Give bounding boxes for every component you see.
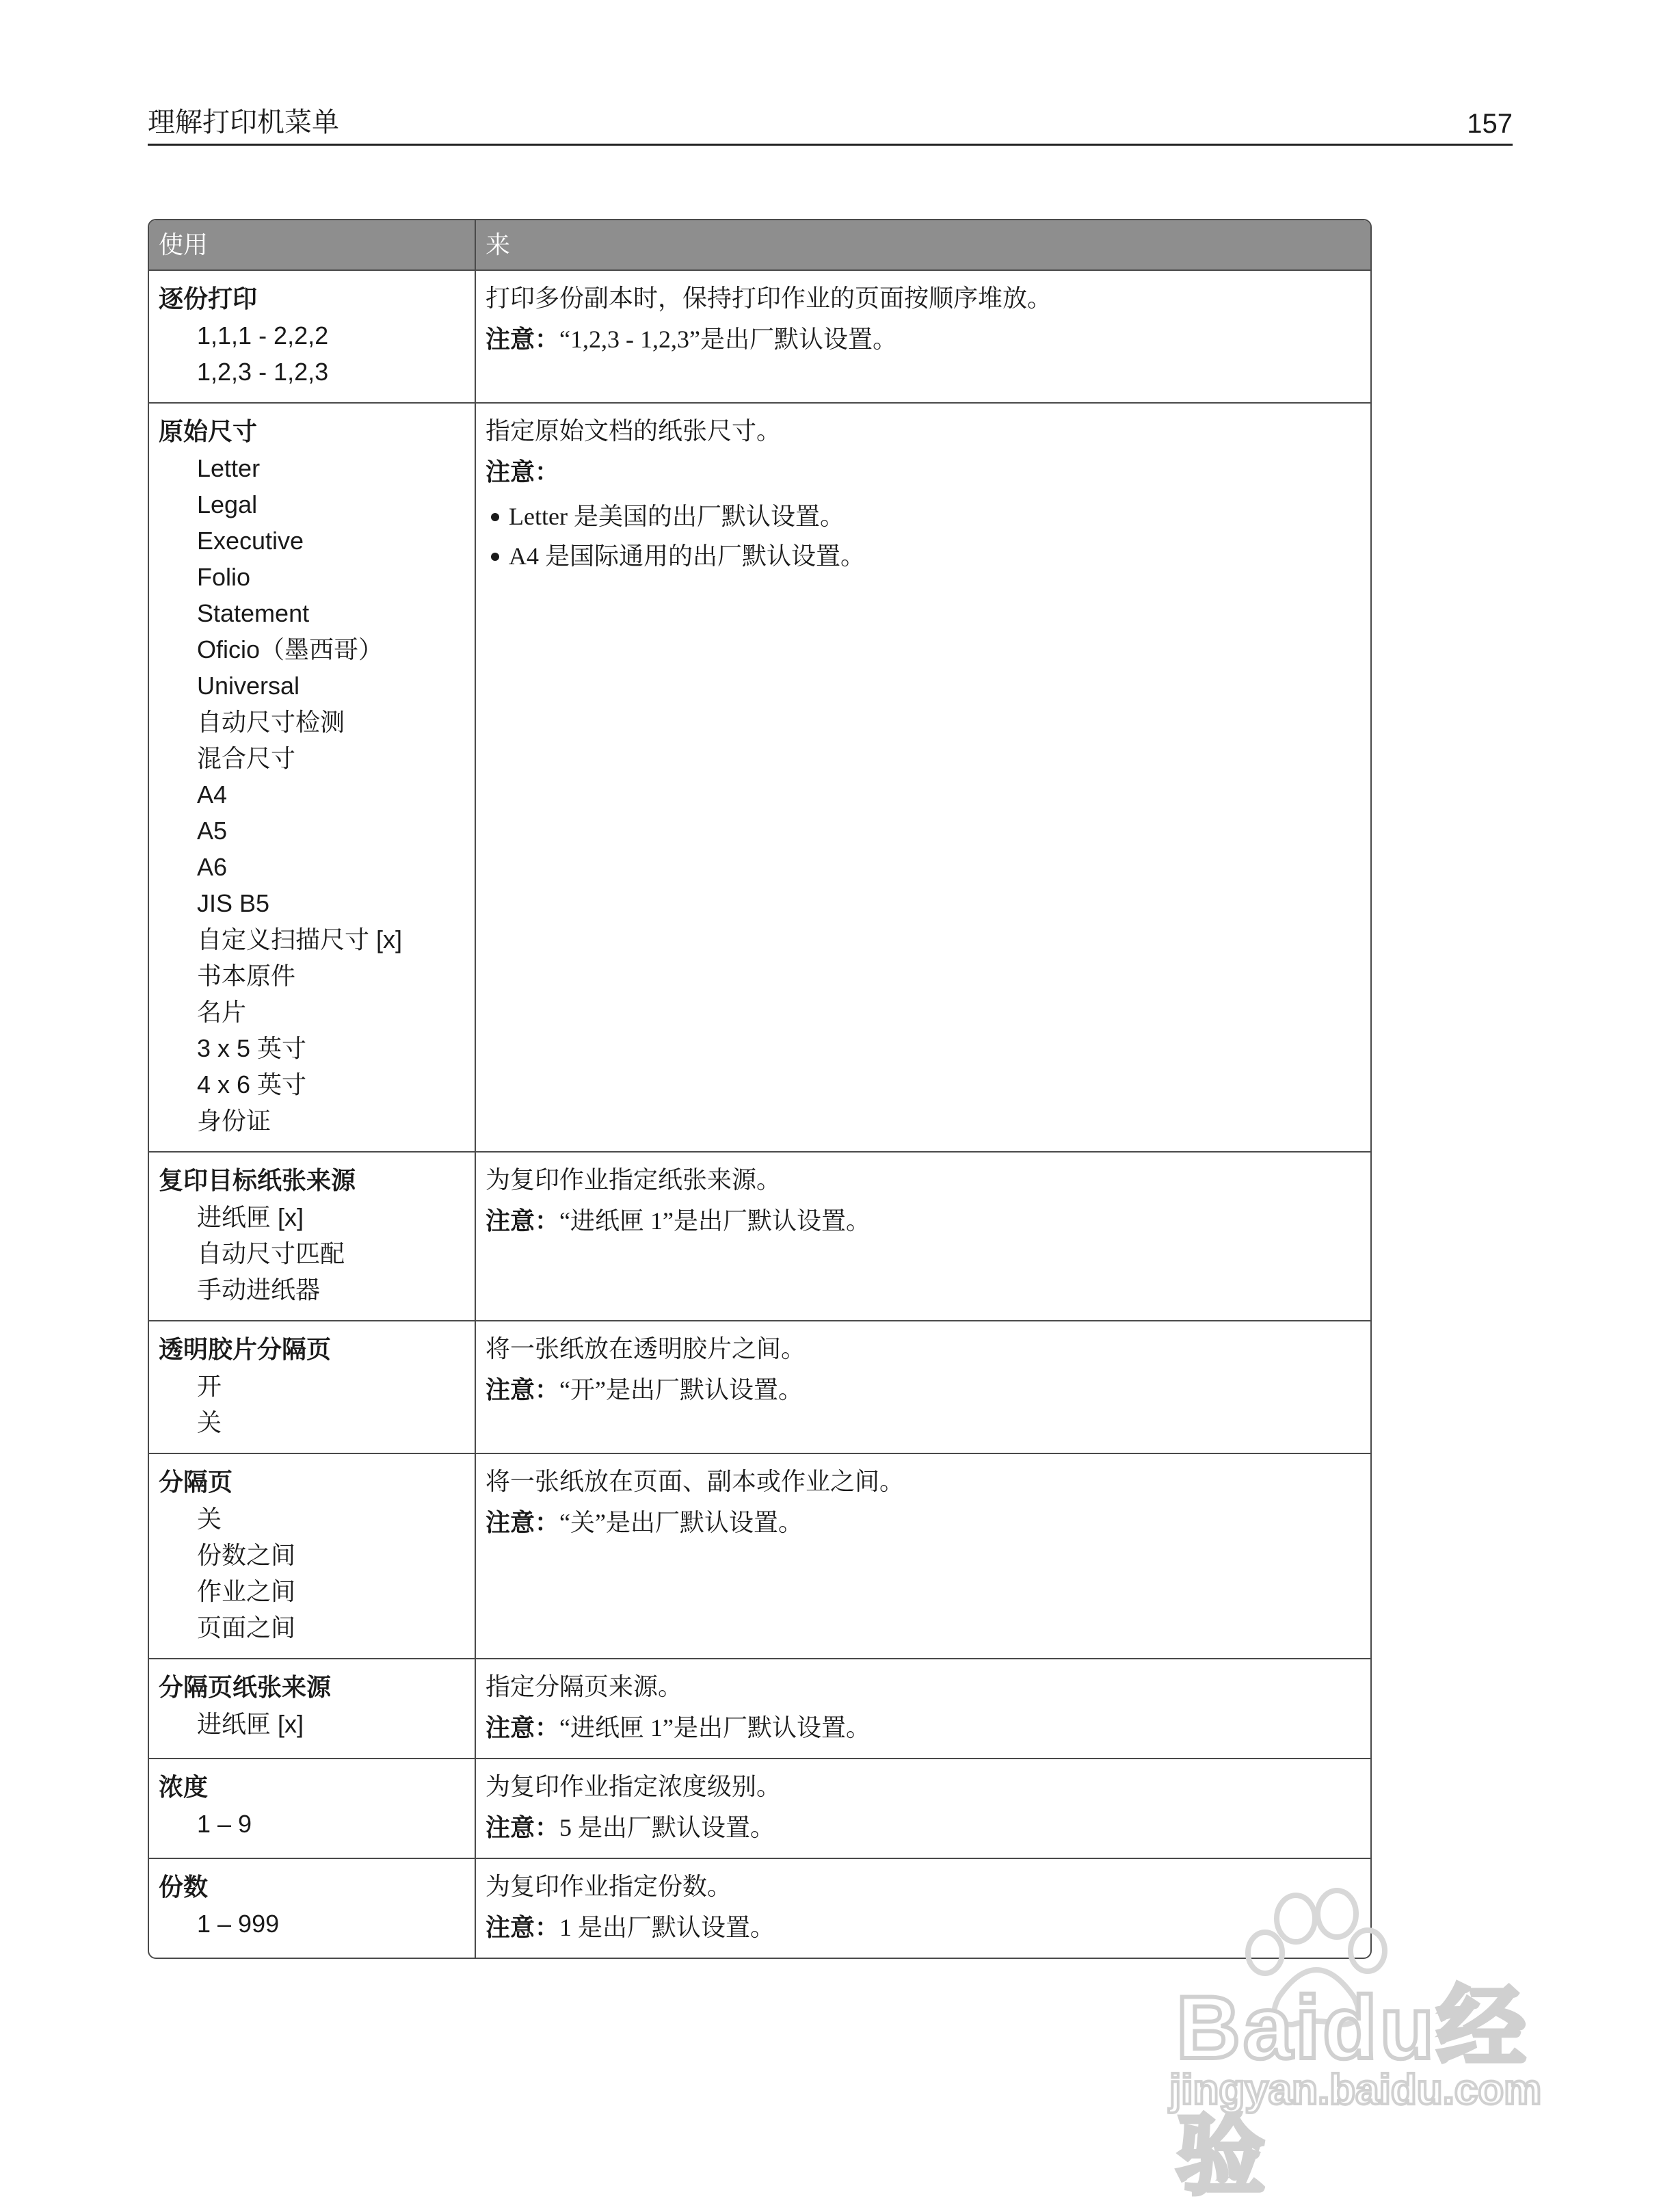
note-text: “关”是出厂默认设置。 xyxy=(559,1509,803,1536)
table-header xyxy=(149,220,1370,271)
option-description: 将一张纸放在透明胶片之间。 xyxy=(486,1335,806,1362)
description-cell xyxy=(476,1759,1370,1858)
description-cell xyxy=(476,1454,1370,1658)
note-label: 注意： xyxy=(486,1376,560,1404)
watermark-brand: Baidu经验 xyxy=(1176,1977,1529,2205)
option-cell xyxy=(149,271,476,402)
table-row xyxy=(149,1759,1370,1859)
option-note xyxy=(486,1710,1361,1746)
note-label: 注意： xyxy=(486,1509,560,1536)
option-value: Executive xyxy=(197,527,304,555)
option-value: Legal xyxy=(197,490,258,518)
option-value: 4 x 6 英寸 xyxy=(197,1070,307,1098)
watermark-url: jingyan.baidu.com xyxy=(1169,2066,1542,2114)
option-cell xyxy=(149,1759,476,1858)
option-cell xyxy=(149,1859,476,1958)
note-label: 注意： xyxy=(486,1207,560,1235)
option-note xyxy=(486,1810,1361,1845)
note-label: 注意： xyxy=(486,1814,560,1841)
description-cell xyxy=(476,1153,1370,1320)
note-bullet-list xyxy=(486,497,1361,576)
description-cell xyxy=(476,1659,1370,1758)
option-value: A6 xyxy=(197,853,228,881)
option-name: 复印目标纸张来源 xyxy=(159,1167,356,1194)
option-cell xyxy=(149,1321,476,1453)
table-row xyxy=(149,1321,1370,1454)
option-value: 关 xyxy=(197,1505,222,1533)
option-value: 作业之间 xyxy=(197,1577,296,1605)
option-value: 名片 xyxy=(197,998,247,1026)
option-description: 打印多份副本时，保持打印作业的页面按顺序堆放。 xyxy=(486,285,1052,312)
option-value: 3 x 5 英寸 xyxy=(197,1034,307,1062)
option-value: A5 xyxy=(197,817,228,845)
table-row xyxy=(149,1659,1370,1759)
option-cell xyxy=(149,1454,476,1658)
option-name: 原始尺寸 xyxy=(159,418,258,445)
option-note xyxy=(486,1505,1361,1540)
note-text: 5 是出厂默认设置。 xyxy=(559,1814,775,1841)
option-name: 分隔页 xyxy=(159,1469,233,1496)
column-header-to: 来 xyxy=(486,231,511,259)
option-value: 自定义扫描尺寸 [x] xyxy=(197,925,403,953)
option-value: 页面之间 xyxy=(197,1614,296,1642)
description-cell xyxy=(476,404,1370,1151)
description-cell xyxy=(476,271,1370,402)
note-label: 注意： xyxy=(486,326,560,353)
option-note xyxy=(486,454,1361,490)
note-text: “1,2,3 - 1,2,3”是出厂默认设置。 xyxy=(559,326,897,353)
option-description: 为复印作业指定浓度级别。 xyxy=(486,1773,782,1800)
note-text: “进纸匣 1”是出厂默认设置。 xyxy=(559,1207,871,1235)
option-value: 进纸匣 [x] xyxy=(197,1710,304,1738)
option-description: 为复印作业指定纸张来源。 xyxy=(486,1166,782,1194)
table-row xyxy=(149,271,1370,404)
option-value: 身份证 xyxy=(197,1107,271,1135)
note-text: “开”是出厂默认设置。 xyxy=(559,1376,803,1404)
option-value: 1,1,1 - 2,2,2 xyxy=(197,321,329,350)
option-value: Folio xyxy=(197,563,251,591)
note-bullet: Letter 是美国的出厂默认设置。 xyxy=(486,497,1361,536)
option-note xyxy=(486,1372,1361,1408)
option-value: 自动尺寸匹配 xyxy=(197,1239,345,1267)
table-row xyxy=(149,1454,1370,1659)
option-value: 关 xyxy=(197,1408,222,1436)
option-value: 1,2,3 - 1,2,3 xyxy=(197,358,329,386)
column-header-use: 使用 xyxy=(149,220,476,269)
option-description: 指定原始文档的纸张尺寸。 xyxy=(486,417,782,445)
option-cell xyxy=(149,404,476,1151)
option-note xyxy=(486,321,1361,357)
baidu-watermark xyxy=(1162,1888,1573,2205)
option-value: 1 – 9 xyxy=(197,1810,252,1838)
option-value: 份数之间 xyxy=(197,1541,296,1569)
table-body xyxy=(149,271,1370,1958)
note-label: 注意： xyxy=(486,458,560,486)
option-note xyxy=(486,1203,1361,1239)
note-label: 注意： xyxy=(486,1914,560,1941)
note-bullet: A4 是国际通用的出厂默认设置。 xyxy=(486,536,1361,576)
option-value: Oficio（墨西哥） xyxy=(197,635,384,663)
option-value: 1 – 999 xyxy=(197,1910,280,1938)
description-cell xyxy=(476,1321,1370,1453)
page-header xyxy=(148,103,1513,146)
option-description: 为复印作业指定份数。 xyxy=(486,1873,732,1900)
option-description: 指定分隔页来源。 xyxy=(486,1673,683,1700)
option-value: Letter xyxy=(197,454,261,482)
option-value: 书本原件 xyxy=(197,962,296,990)
menu-table xyxy=(148,219,1372,1959)
option-name: 浓度 xyxy=(159,1774,209,1801)
option-value: JIS B5 xyxy=(197,889,270,917)
option-value: 开 xyxy=(197,1372,222,1400)
option-value: 混合尺寸 xyxy=(197,744,296,772)
option-value: 进纸匣 [x] xyxy=(197,1203,304,1231)
option-description: 将一张纸放在页面、副本或作业之间。 xyxy=(486,1468,905,1495)
page-number: 157 xyxy=(1467,109,1513,139)
option-value: A4 xyxy=(197,780,228,808)
table-row xyxy=(149,404,1370,1153)
option-cell xyxy=(149,1153,476,1320)
option-name: 分隔页纸张来源 xyxy=(159,1674,332,1701)
option-value: Statement xyxy=(197,599,310,627)
option-value: Universal xyxy=(197,672,300,700)
option-value: 手动进纸器 xyxy=(197,1276,321,1304)
page-title: 理解打印机菜单 xyxy=(148,107,339,137)
table-row xyxy=(149,1153,1370,1321)
note-text: “进纸匣 1”是出厂默认设置。 xyxy=(559,1714,871,1741)
option-value: 自动尺寸检测 xyxy=(197,708,345,736)
option-name: 透明胶片分隔页 xyxy=(159,1336,332,1363)
note-text: 1 是出厂默认设置。 xyxy=(559,1914,775,1941)
option-name: 逐份打印 xyxy=(159,285,258,313)
option-name: 份数 xyxy=(159,1873,209,1901)
note-label: 注意： xyxy=(486,1714,560,1741)
option-cell xyxy=(149,1659,476,1758)
